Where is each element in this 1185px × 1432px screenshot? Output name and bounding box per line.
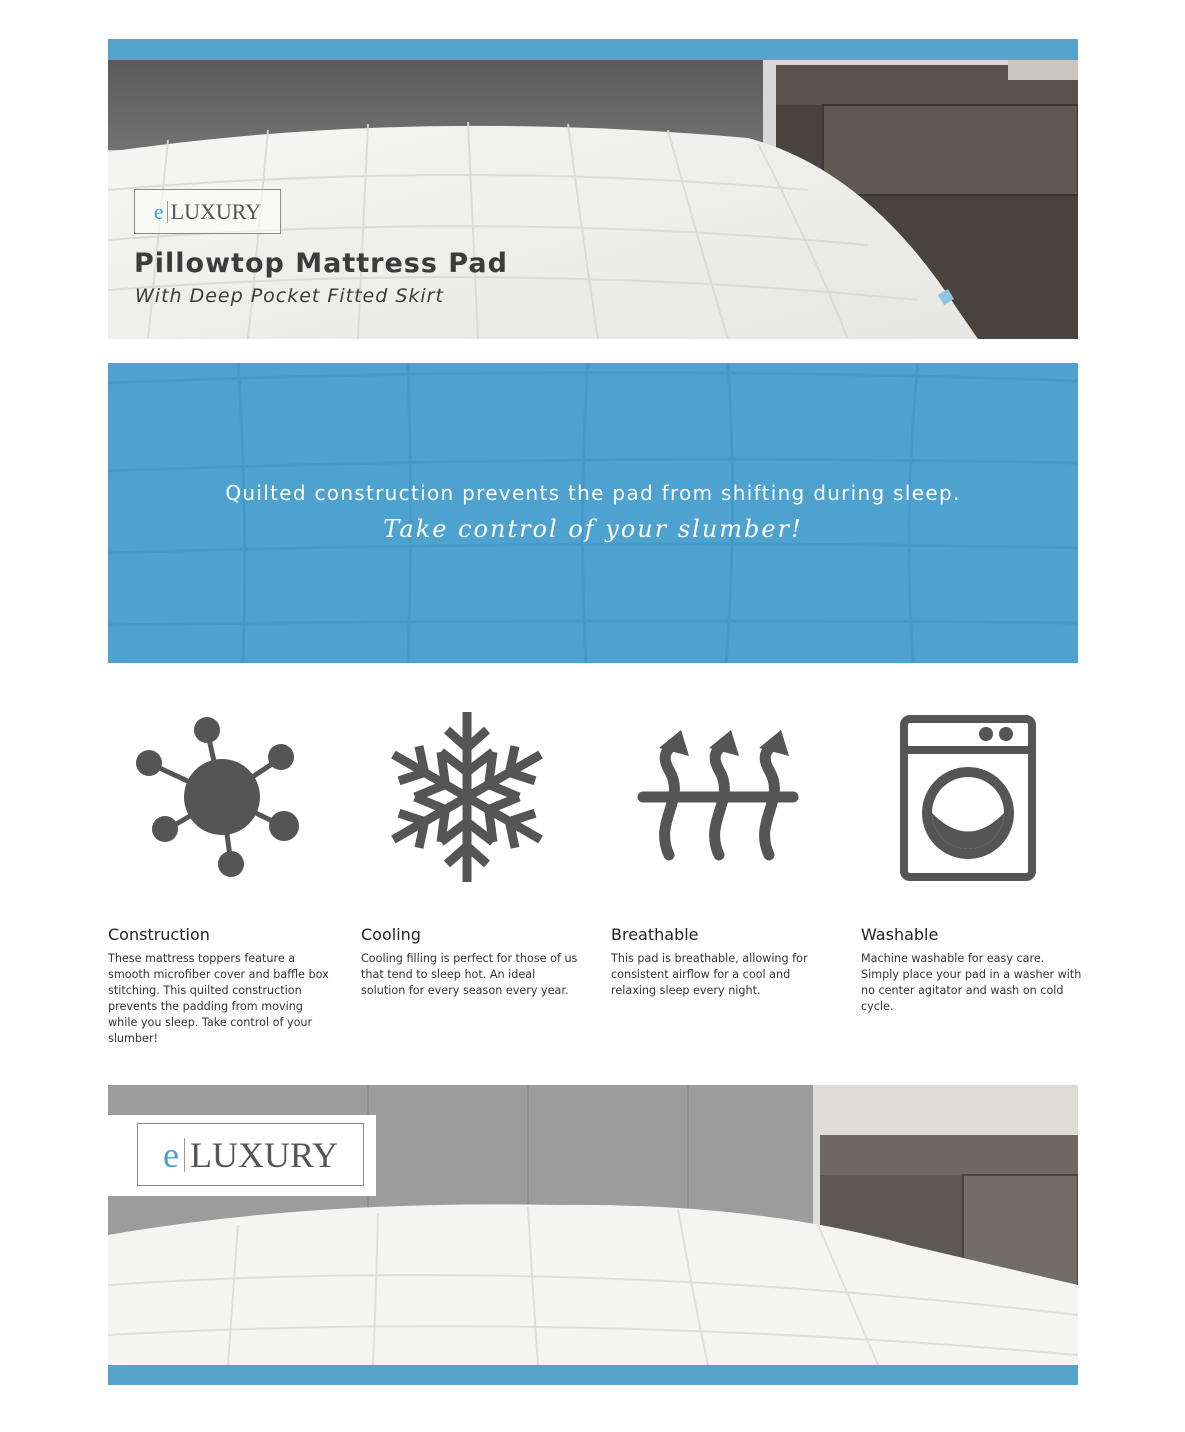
brand-logo-e: e — [153, 198, 164, 224]
hero-top-accent-bar — [108, 39, 1078, 60]
hero-image — [108, 60, 1078, 339]
quilted-banner — [108, 363, 1078, 663]
feature-text: Machine washable for easy care. Simply place your pad in a washer with no center agitator and wash on cold cycle. — [861, 952, 1082, 1013]
brand-logo-name: LUXURY — [189, 1134, 338, 1175]
brand-logo-name: LUXURY — [170, 198, 262, 224]
bottom-image — [108, 1085, 1078, 1365]
snowflake-icon — [361, 700, 591, 890]
feature-text: These mattress toppers feature a smooth microfiber cover and baffle box stitching. This quilted construction prevents the padding from moving while you sleep. Take control of your slumber! — [108, 952, 329, 1045]
hero-subtitle: With Deep Pocket Fitted Skirt — [135, 285, 444, 307]
feature-title: Construction — [108, 925, 210, 944]
airflow-arrows-icon — [611, 700, 841, 890]
brand-logo — [134, 189, 281, 234]
construction-molecule-icon — [108, 700, 338, 890]
feature-title: Washable — [861, 925, 939, 944]
brand-logo-e: e — [163, 1134, 179, 1175]
washing-machine-icon — [861, 700, 1091, 890]
feature-text: Cooling filling is perfect for those of us that tend to sleep hot. An ideal solution for every season every year. — [361, 952, 578, 997]
feature-title: Cooling — [361, 925, 421, 944]
banner-headline: Quilted construction prevents the pad from shifting during sleep. — [225, 481, 961, 505]
feature-text: This pad is breathable, allowing for consistent airflow for a cool and relaxing sleep every night. — [611, 952, 808, 997]
brand-logo-large — [137, 1123, 364, 1186]
feature-title: Breathable — [611, 925, 699, 944]
hero-title: Pillowtop Mattress Pad — [134, 248, 508, 279]
bottom-accent-bar — [108, 1365, 1078, 1385]
banner-tagline: Take control of your slumber! — [383, 515, 803, 543]
